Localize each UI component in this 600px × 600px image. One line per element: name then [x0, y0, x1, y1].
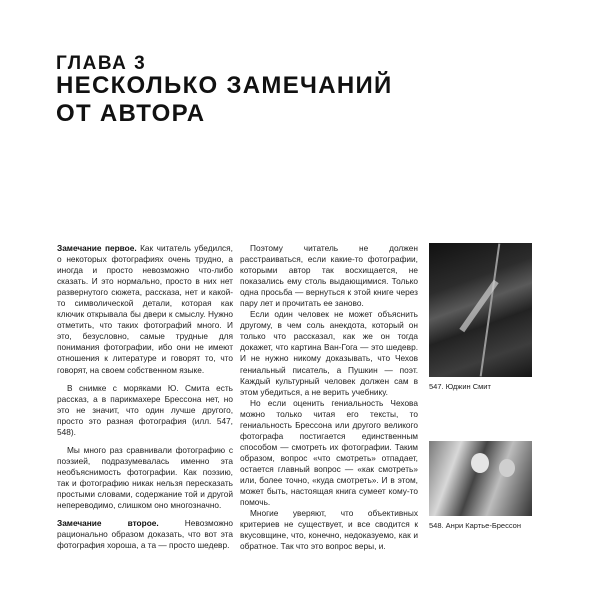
- chapter-label: ГЛАВА 3: [56, 53, 147, 74]
- paragraph: Мы много раз сравнивали фотографию с поэзией, подразумевалась именно эта необъяснимость фотографии. Как поэзию, так и фотографию никак нельзя пересказать простыми словами, содержание той и другой непереводимо, слишком оно многозначно.: [57, 444, 233, 511]
- photo-detail: [471, 453, 489, 473]
- chapter-title-line-2: ОТ АВТОРА: [56, 100, 206, 127]
- text-column-middle: [240, 243, 418, 552]
- chapter-title: [56, 72, 393, 128]
- paragraph: Многие уверяют, что объективных критериев не существует, и все сводится к вкусовщине, что, конечно, недоказуемо, как и обратное. Так что это вопрос веры, и.: [240, 508, 418, 552]
- paragraph: [57, 243, 233, 376]
- photo-sailors: [429, 243, 532, 377]
- photo-detail: [499, 459, 515, 477]
- chapter-title-line-1: НЕСКОЛЬКО ЗАМЕЧАНИЙ: [56, 72, 393, 99]
- figure-caption: 547. Юджин Смит: [429, 382, 491, 391]
- paragraph: [57, 518, 233, 551]
- paragraph: В снимке с моряками Ю. Смита есть рассказ, а в парикмахере Брессона нет, но это не значит, что один лучше другого, просто это разная фотография (илл. 547, 548).: [57, 382, 233, 437]
- photo-detail: [459, 280, 498, 333]
- figure-caption: 548. Анри Картье-Брессон: [429, 521, 521, 530]
- remark-heading: Замечание второе.: [57, 518, 159, 529]
- paragraph-text: Как читатель убедился, о некоторых фотографиях очень трудно, а иногда и просто невозможно что-либо сказать. И это нормально, просто в них нет развернутого сюжета, рассказа, нет и какой-то символической детали, которая как ключик открывала бы двери к смыслу. Нужно отметить, что таких фотографий много. И это, безусловно, самые трудные для понимания фотографии, ибо они не имеют отношения к литературе и говорят то, что говорят, на своем собственном языке.: [57, 243, 233, 375]
- photo-detail: [480, 244, 501, 377]
- paragraph: Если один человек не может объяснить другому, в чем соль анекдота, который он только что рассказал, как же он тогда докажет, что картина Ван-Гога — это шедевр. И не нужно никому доказывать, что Чехов гениальный писатель, а Пушкин — поэт. Каждый культурный человек должен сам в этом убедиться, а не верить учебнику.: [240, 309, 418, 397]
- paragraph: Поэтому читатель не должен расстраиваться, если какие-то фотографии, которыми автор так восхищается, не показались ему столь выдающимися. Только одна просьба — вернуться к этой книге через пару лет и прочитать ее заново.: [240, 243, 418, 309]
- text-column-left: [57, 243, 233, 551]
- remark-heading: Замечание первое.: [57, 243, 137, 253]
- paragraph-text: Невозможно рационально образом доказать, что вот эта фотография хороша, а та — просто шедевр.: [57, 518, 233, 551]
- photo-barber: [429, 441, 532, 516]
- paragraph: Но если оценить гениальность Чехова можно только читая его тексты, то гениальность Брессона или другого великого фотографа постигается единственным способом — смотреть их фотографии. Таким образом, вопрос «что смотреть» отпадает, остается главный вопрос — «как смотреть» или, более точно, «куда смотреть». И в этом, может быть, настоящая книга сумеет кому-то помочь.: [240, 397, 418, 508]
